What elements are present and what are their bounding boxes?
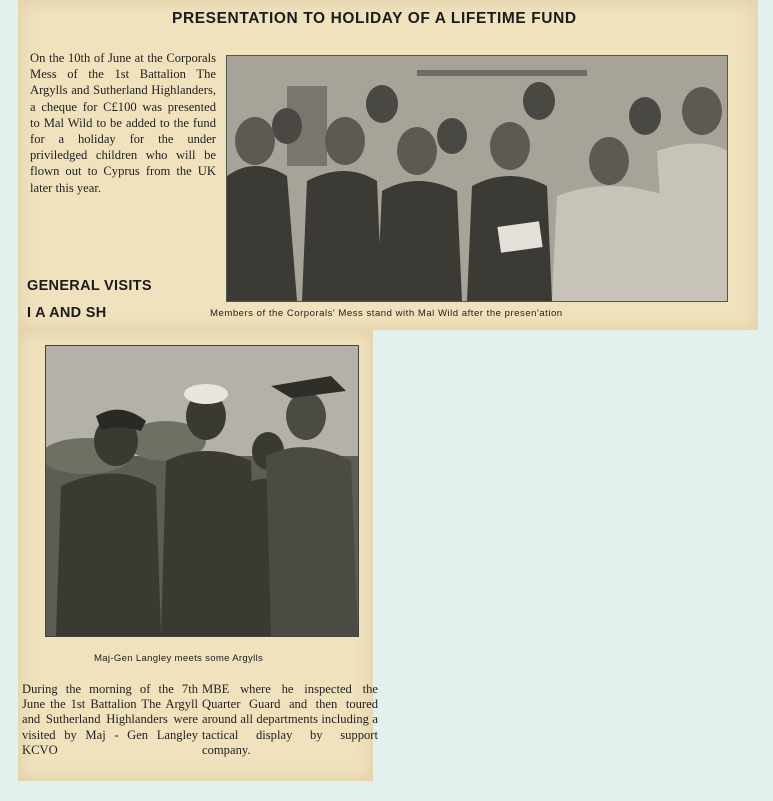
story-body-presentation: On the 10th of June at the Corporals Mess of the 1st Battalion The Argylls and Sutherland Highlanders, a cheque for C£100 was presented to Mal Wild to be added to the fund for a holiday for the under priviledged children who will be flown out to Cyprus from the UK later this year.	[30, 51, 216, 195]
group-photo-caption: Members of the Corporals' Mess stand with Mal Wild after the presen'ation	[210, 308, 563, 319]
section-heading-general-visits: GENERAL VISITS	[27, 278, 152, 294]
visit-photo-caption: Maj-Gen Langley meets some Argylls	[94, 653, 264, 664]
group-photo	[226, 55, 728, 302]
story-body-visit-column-2: MBE where he inspected the Quarter Guard and then toured around all departments including a tactical display by support company.	[202, 682, 378, 757]
section-heading-ia-and-sh: I A AND SH	[27, 305, 107, 321]
visit-photo	[45, 345, 359, 637]
story-body-visit-column-1: During the morning of the 7th June the 1st Battalion The Argyll and Sutherland Highlanders were visited by Maj - Gen Langley KCVO	[22, 682, 198, 757]
headline: PRESENTATION TO HOLIDAY OF A LIFETIME FUND	[172, 10, 577, 27]
